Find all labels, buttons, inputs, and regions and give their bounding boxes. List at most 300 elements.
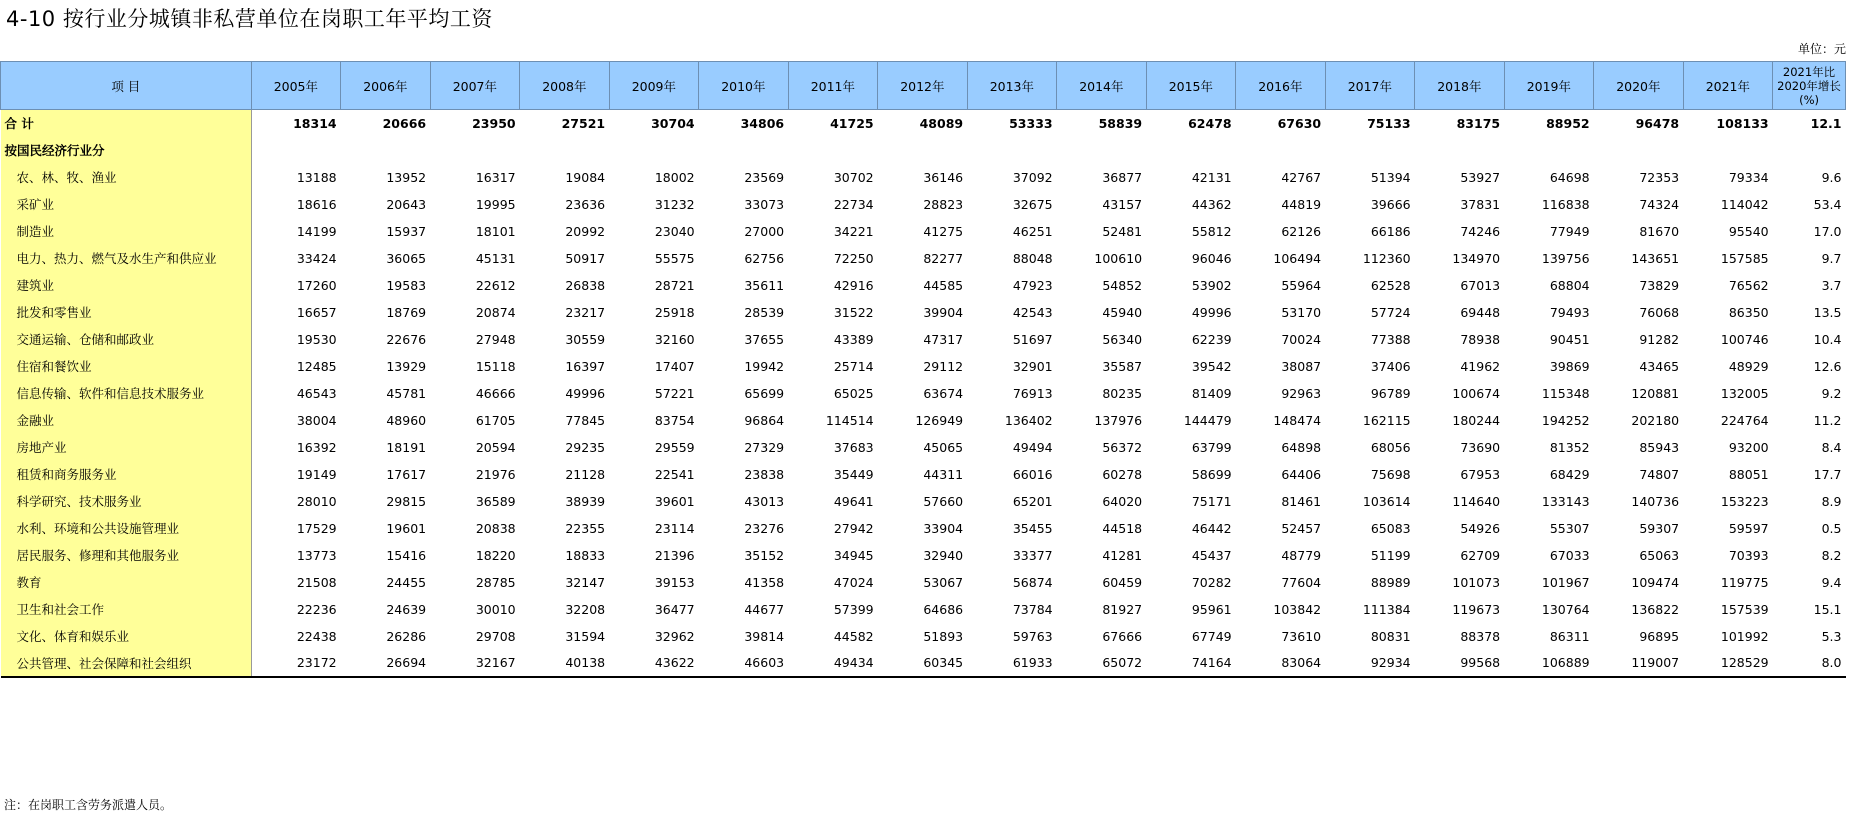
value-cell: 73690: [1460, 439, 1501, 455]
value-cell: 78938: [1460, 331, 1501, 347]
year-header: 2014年: [1057, 62, 1147, 110]
value-cell: 112360: [1362, 250, 1411, 266]
value-cell: 43389: [833, 331, 874, 347]
value-cell: 39153: [654, 574, 695, 590]
value-cell: 29815: [386, 493, 427, 509]
value-cell: [699, 137, 789, 164]
value-cell: 28785: [475, 574, 516, 590]
value-cell: 38004: [296, 412, 337, 428]
value-cell: 81670: [1639, 223, 1680, 239]
value-cell: 33424: [296, 250, 337, 266]
value-cell: 18002: [654, 169, 695, 185]
value-cell: 32160: [654, 331, 695, 347]
value-cell: 23950: [430, 110, 520, 137]
value-cell: 29112: [923, 358, 964, 374]
growth-header-line: 2020年增长: [1777, 78, 1841, 93]
value-cell: 31594: [565, 628, 606, 644]
value-cell: 43013: [744, 493, 785, 509]
row-label: 合 计: [1, 110, 252, 137]
value-cell: 16657: [296, 304, 337, 320]
value-cell: 32940: [923, 547, 964, 563]
value-cell: 65072: [1057, 650, 1147, 677]
value-cell: 42916: [833, 277, 874, 293]
value-cell: 79334: [1728, 169, 1769, 185]
value-cell: 55307: [1549, 520, 1590, 536]
value-cell: 23217: [565, 304, 606, 320]
value-cell: 144479: [1183, 412, 1232, 428]
growth-cell: 15.1: [1813, 601, 1842, 617]
value-cell: 30010: [475, 601, 516, 617]
value-cell: 76562: [1728, 277, 1769, 293]
value-cell: 45940: [1102, 304, 1143, 320]
value-cell: 75133: [1325, 110, 1415, 137]
value-cell: 48960: [386, 412, 427, 428]
value-cell: 41275: [923, 223, 964, 239]
value-cell: 61933: [967, 650, 1057, 677]
value-cell: 62126: [1281, 223, 1322, 239]
growth-cell: 8.4: [1821, 439, 1842, 455]
value-cell: 44819: [1281, 196, 1322, 212]
value-cell: 114640: [1452, 493, 1501, 509]
value-cell: 157585: [1720, 250, 1769, 266]
year-header: 2012年: [878, 62, 968, 110]
growth-cell: [1773, 137, 1846, 164]
value-cell: 106889: [1504, 650, 1594, 677]
value-cell: 111384: [1362, 601, 1411, 617]
growth-cell: 5.3: [1821, 628, 1842, 644]
value-cell: 28010: [296, 493, 337, 509]
year-header: 2013年: [967, 62, 1057, 110]
value-cell: 65699: [744, 385, 785, 401]
value-cell: 42767: [1281, 169, 1322, 185]
value-cell: 65063: [1639, 547, 1680, 563]
value-cell: 79493: [1549, 304, 1590, 320]
value-cell: 49494: [1012, 439, 1053, 455]
table-row: [1, 353, 1846, 380]
value-cell: 39904: [923, 304, 964, 320]
value-cell: 59763: [1012, 628, 1053, 644]
value-cell: 77845: [565, 412, 606, 428]
value-cell: 100610: [1094, 250, 1143, 266]
value-cell: 21396: [654, 547, 695, 563]
year-header: 2016年: [1236, 62, 1326, 110]
value-cell: 30704: [609, 110, 699, 137]
value-cell: 22612: [475, 277, 516, 293]
value-cell: 35611: [744, 277, 785, 293]
growth-cell: 8.2: [1821, 547, 1842, 563]
value-cell: 49641: [833, 493, 874, 509]
value-cell: 153223: [1720, 493, 1769, 509]
row-label: 批发和零售业: [1, 299, 252, 326]
value-cell: 46251: [1012, 223, 1053, 239]
year-header: 2015年: [1146, 62, 1236, 110]
value-cell: 133143: [1541, 493, 1590, 509]
value-cell: 26838: [565, 277, 606, 293]
value-cell: 109474: [1631, 574, 1680, 590]
growth-cell: 8.0: [1773, 650, 1846, 677]
value-cell: 23040: [654, 223, 695, 239]
value-cell: 27521: [520, 110, 610, 137]
value-cell: 95961: [1191, 601, 1232, 617]
value-cell: 37092: [1012, 169, 1053, 185]
value-cell: 96478: [1594, 110, 1684, 137]
value-cell: 36877: [1102, 169, 1143, 185]
value-cell: 35455: [1012, 520, 1053, 536]
footnote: 注：在岗职工含劳务派遣人员。: [4, 798, 173, 812]
row-label: 电力、热力、燃气及水生产和供应业: [1, 245, 252, 272]
value-cell: 72250: [833, 250, 874, 266]
value-cell: 46442: [1191, 520, 1232, 536]
row-label: 房地产业: [1, 434, 252, 461]
table-row: [1, 245, 1846, 272]
value-cell: 27329: [744, 439, 785, 455]
value-cell: 53067: [923, 574, 964, 590]
table-row: [1, 299, 1846, 326]
value-cell: [430, 137, 520, 164]
value-cell: 148474: [1273, 412, 1322, 428]
value-cell: 20992: [565, 223, 606, 239]
value-cell: 67953: [1460, 466, 1501, 482]
table-row: [1, 623, 1846, 650]
value-cell: 62478: [1146, 110, 1236, 137]
value-cell: 20666: [341, 110, 431, 137]
value-cell: 13952: [386, 169, 427, 185]
value-cell: 52481: [1102, 223, 1143, 239]
value-cell: 32962: [654, 628, 695, 644]
value-cell: [1146, 137, 1236, 164]
table-row: [1, 272, 1846, 299]
value-cell: 22438: [296, 628, 337, 644]
value-cell: 27942: [833, 520, 874, 536]
value-cell: 44677: [744, 601, 785, 617]
value-cell: 22541: [654, 466, 695, 482]
value-cell: 77388: [1370, 331, 1411, 347]
value-cell: 35587: [1102, 358, 1143, 374]
growth-cell: 17.0: [1813, 223, 1842, 239]
value-cell: 157539: [1720, 601, 1769, 617]
value-cell: 103614: [1362, 493, 1411, 509]
value-cell: 30702: [833, 169, 874, 185]
value-cell: 23114: [654, 520, 695, 536]
value-cell: 50917: [565, 250, 606, 266]
value-cell: 116838: [1541, 196, 1590, 212]
value-cell: 55575: [654, 250, 695, 266]
value-cell: 67630: [1236, 110, 1326, 137]
value-cell: 126949: [915, 412, 964, 428]
value-cell: 19530: [296, 331, 337, 347]
value-cell: 19942: [744, 358, 785, 374]
value-cell: 69448: [1460, 304, 1501, 320]
value-cell: 53170: [1281, 304, 1322, 320]
value-cell: 39601: [654, 493, 695, 509]
value-cell: 53927: [1460, 169, 1501, 185]
year-header: 2018年: [1415, 62, 1505, 110]
value-cell: 17260: [296, 277, 337, 293]
value-cell: 32901: [1012, 358, 1053, 374]
value-cell: 14199: [296, 223, 337, 239]
value-cell: 32147: [565, 574, 606, 590]
value-cell: 20838: [475, 520, 516, 536]
value-cell: 49996: [565, 385, 606, 401]
value-cell: 17407: [654, 358, 695, 374]
value-cell: 91282: [1639, 331, 1680, 347]
year-header: 2005年: [251, 62, 341, 110]
value-cell: 66186: [1370, 223, 1411, 239]
value-cell: 65083: [1370, 520, 1411, 536]
value-cell: 20643: [386, 196, 427, 212]
value-cell: 74164: [1146, 650, 1236, 677]
value-cell: 51394: [1370, 169, 1411, 185]
value-cell: [1594, 137, 1684, 164]
year-header: 2017年: [1325, 62, 1415, 110]
value-cell: 23172: [251, 650, 341, 677]
value-cell: 88048: [1012, 250, 1053, 266]
value-cell: 37406: [1370, 358, 1411, 374]
table-row: [1, 218, 1846, 245]
value-cell: 44362: [1191, 196, 1232, 212]
value-cell: 27000: [744, 223, 785, 239]
value-cell: 18101: [475, 223, 516, 239]
value-cell: 47923: [1012, 277, 1053, 293]
value-cell: 33073: [744, 196, 785, 212]
value-cell: 41358: [744, 574, 785, 590]
growth-cell: 0.5: [1821, 520, 1842, 536]
value-cell: 64898: [1281, 439, 1322, 455]
value-cell: 95540: [1728, 223, 1769, 239]
value-cell: 81409: [1191, 385, 1232, 401]
value-cell: 58839: [1057, 110, 1147, 137]
value-cell: [1683, 137, 1773, 164]
value-cell: 67013: [1460, 277, 1501, 293]
value-cell: 136402: [1004, 412, 1053, 428]
value-cell: 56340: [1102, 331, 1143, 347]
row-label: 信息传输、软件和信息技术服务业: [1, 380, 252, 407]
value-cell: 20594: [475, 439, 516, 455]
value-cell: 33377: [1012, 547, 1053, 563]
growth-cell: 11.2: [1813, 412, 1842, 428]
growth-cell: 9.7: [1821, 250, 1842, 266]
value-cell: [878, 137, 968, 164]
value-cell: 88989: [1370, 574, 1411, 590]
value-cell: 51199: [1370, 547, 1411, 563]
value-cell: 68429: [1549, 466, 1590, 482]
value-cell: 54852: [1102, 277, 1143, 293]
value-cell: [341, 137, 431, 164]
year-header: 2010年: [699, 62, 789, 110]
value-cell: 41962: [1460, 358, 1501, 374]
value-cell: 25714: [833, 358, 874, 374]
growth-header-line: 2021年比: [1782, 64, 1836, 79]
row-label: 卫生和社会工作: [1, 596, 252, 623]
value-cell: 90451: [1549, 331, 1590, 347]
value-cell: 43157: [1102, 196, 1143, 212]
value-cell: 45065: [923, 439, 964, 455]
value-cell: 31522: [833, 304, 874, 320]
value-cell: 24639: [386, 601, 427, 617]
value-cell: 132005: [1720, 385, 1769, 401]
table-row: [1, 164, 1846, 191]
row-label: 公共管理、社会保障和社会组织: [1, 650, 252, 677]
value-cell: 36065: [386, 250, 427, 266]
value-cell: 56372: [1102, 439, 1143, 455]
value-cell: 47317: [923, 331, 964, 347]
row-label: 制造业: [1, 218, 252, 245]
row-label: 文化、体育和娱乐业: [1, 623, 252, 650]
value-cell: 88378: [1460, 628, 1501, 644]
value-cell: 44311: [923, 466, 964, 482]
value-cell: 57221: [654, 385, 695, 401]
value-cell: 45781: [386, 385, 427, 401]
value-cell: 21976: [475, 466, 516, 482]
value-cell: 83754: [654, 412, 695, 428]
value-cell: 96789: [1370, 385, 1411, 401]
value-cell: 73829: [1639, 277, 1680, 293]
value-cell: 202180: [1631, 412, 1680, 428]
value-cell: 16392: [296, 439, 337, 455]
year-header: 2011年: [788, 62, 878, 110]
value-cell: 48779: [1281, 547, 1322, 563]
value-cell: 64020: [1102, 493, 1143, 509]
value-cell: [1057, 137, 1147, 164]
value-cell: 19149: [296, 466, 337, 482]
value-cell: 75171: [1191, 493, 1232, 509]
value-cell: 47024: [833, 574, 874, 590]
row-label: 金融业: [1, 407, 252, 434]
value-cell: 81352: [1549, 439, 1590, 455]
value-cell: 36477: [654, 601, 695, 617]
value-cell: 15416: [386, 547, 427, 563]
value-cell: 62709: [1460, 547, 1501, 563]
value-cell: 74324: [1639, 196, 1680, 212]
value-cell: 65025: [833, 385, 874, 401]
row-label: 建筑业: [1, 272, 252, 299]
table-row: [1, 191, 1846, 218]
year-header: 2019年: [1504, 62, 1594, 110]
year-header: 2008年: [520, 62, 610, 110]
table-row: [1, 596, 1846, 623]
value-cell: 128529: [1683, 650, 1773, 677]
value-cell: 64698: [1549, 169, 1590, 185]
value-cell: 96895: [1639, 628, 1680, 644]
year-header: 2007年: [430, 62, 520, 110]
value-cell: 83064: [1236, 650, 1326, 677]
value-cell: 21508: [296, 574, 337, 590]
value-cell: [1325, 137, 1415, 164]
value-cell: 101992: [1720, 628, 1769, 644]
value-cell: 119673: [1452, 601, 1501, 617]
value-cell: 106494: [1273, 250, 1322, 266]
value-cell: 66016: [1012, 466, 1053, 482]
value-cell: 74807: [1639, 466, 1680, 482]
value-cell: 180244: [1452, 412, 1501, 428]
value-cell: 137976: [1094, 412, 1143, 428]
value-cell: 70024: [1281, 331, 1322, 347]
value-cell: 103842: [1273, 601, 1322, 617]
growth-cell: 12.1: [1773, 110, 1846, 137]
table-row: [1, 542, 1846, 569]
table-row: [1, 569, 1846, 596]
table-row: [1, 461, 1846, 488]
value-cell: 19583: [386, 277, 427, 293]
value-cell: 33904: [923, 520, 964, 536]
value-cell: 28721: [654, 277, 695, 293]
value-cell: 34806: [699, 110, 789, 137]
value-cell: 55812: [1191, 223, 1232, 239]
value-cell: [251, 137, 341, 164]
value-cell: 53333: [967, 110, 1057, 137]
value-cell: 70393: [1728, 547, 1769, 563]
value-cell: 41281: [1102, 547, 1143, 563]
value-cell: 64686: [923, 601, 964, 617]
value-cell: 15118: [475, 358, 516, 374]
value-cell: 100746: [1720, 331, 1769, 347]
value-cell: 51697: [1012, 331, 1053, 347]
value-cell: 134970: [1452, 250, 1501, 266]
value-cell: 46603: [699, 650, 789, 677]
value-cell: 51893: [923, 628, 964, 644]
value-cell: 96864: [744, 412, 785, 428]
year-header: 2020年: [1594, 62, 1684, 110]
value-cell: 86311: [1549, 628, 1590, 644]
row-label: 科学研究、技术服务业: [1, 488, 252, 515]
value-cell: 49996: [1191, 304, 1232, 320]
value-cell: 119007: [1594, 650, 1684, 677]
value-cell: 86350: [1728, 304, 1769, 320]
value-cell: 29559: [654, 439, 695, 455]
value-cell: 42131: [1191, 169, 1232, 185]
value-cell: 81461: [1281, 493, 1322, 509]
value-cell: 40138: [520, 650, 610, 677]
value-cell: 18616: [296, 196, 337, 212]
value-cell: 35152: [744, 547, 785, 563]
value-cell: 34221: [833, 223, 874, 239]
table-row: [1, 650, 1846, 677]
value-cell: 101073: [1452, 574, 1501, 590]
value-cell: 81927: [1102, 601, 1143, 617]
value-cell: 22734: [833, 196, 874, 212]
value-cell: 18191: [386, 439, 427, 455]
value-cell: 46666: [475, 385, 516, 401]
value-cell: 73610: [1281, 628, 1322, 644]
value-cell: 22355: [565, 520, 606, 536]
value-cell: 12485: [296, 358, 337, 374]
value-cell: 35449: [833, 466, 874, 482]
value-cell: 31232: [654, 196, 695, 212]
page-title: 4-10 按行业分城镇非私营单位在岗职工年平均工资: [6, 7, 493, 31]
value-cell: 57399: [833, 601, 874, 617]
value-cell: 21128: [565, 466, 606, 482]
value-cell: 39666: [1370, 196, 1411, 212]
value-cell: 39869: [1549, 358, 1590, 374]
total-row: [1, 110, 1846, 137]
value-cell: 60459: [1102, 574, 1143, 590]
value-cell: 59307: [1639, 520, 1680, 536]
value-cell: 23276: [744, 520, 785, 536]
value-cell: 60278: [1102, 466, 1143, 482]
value-cell: 32208: [565, 601, 606, 617]
value-cell: 80831: [1370, 628, 1411, 644]
value-cell: 62528: [1370, 277, 1411, 293]
value-cell: 57724: [1370, 304, 1411, 320]
value-cell: 13773: [296, 547, 337, 563]
value-cell: 44518: [1102, 520, 1143, 536]
value-cell: 63799: [1191, 439, 1232, 455]
value-cell: 24455: [386, 574, 427, 590]
value-cell: 67749: [1191, 628, 1232, 644]
item-header: 项 目: [1, 62, 252, 110]
value-cell: 114514: [825, 412, 874, 428]
year-header: 2006年: [341, 62, 431, 110]
